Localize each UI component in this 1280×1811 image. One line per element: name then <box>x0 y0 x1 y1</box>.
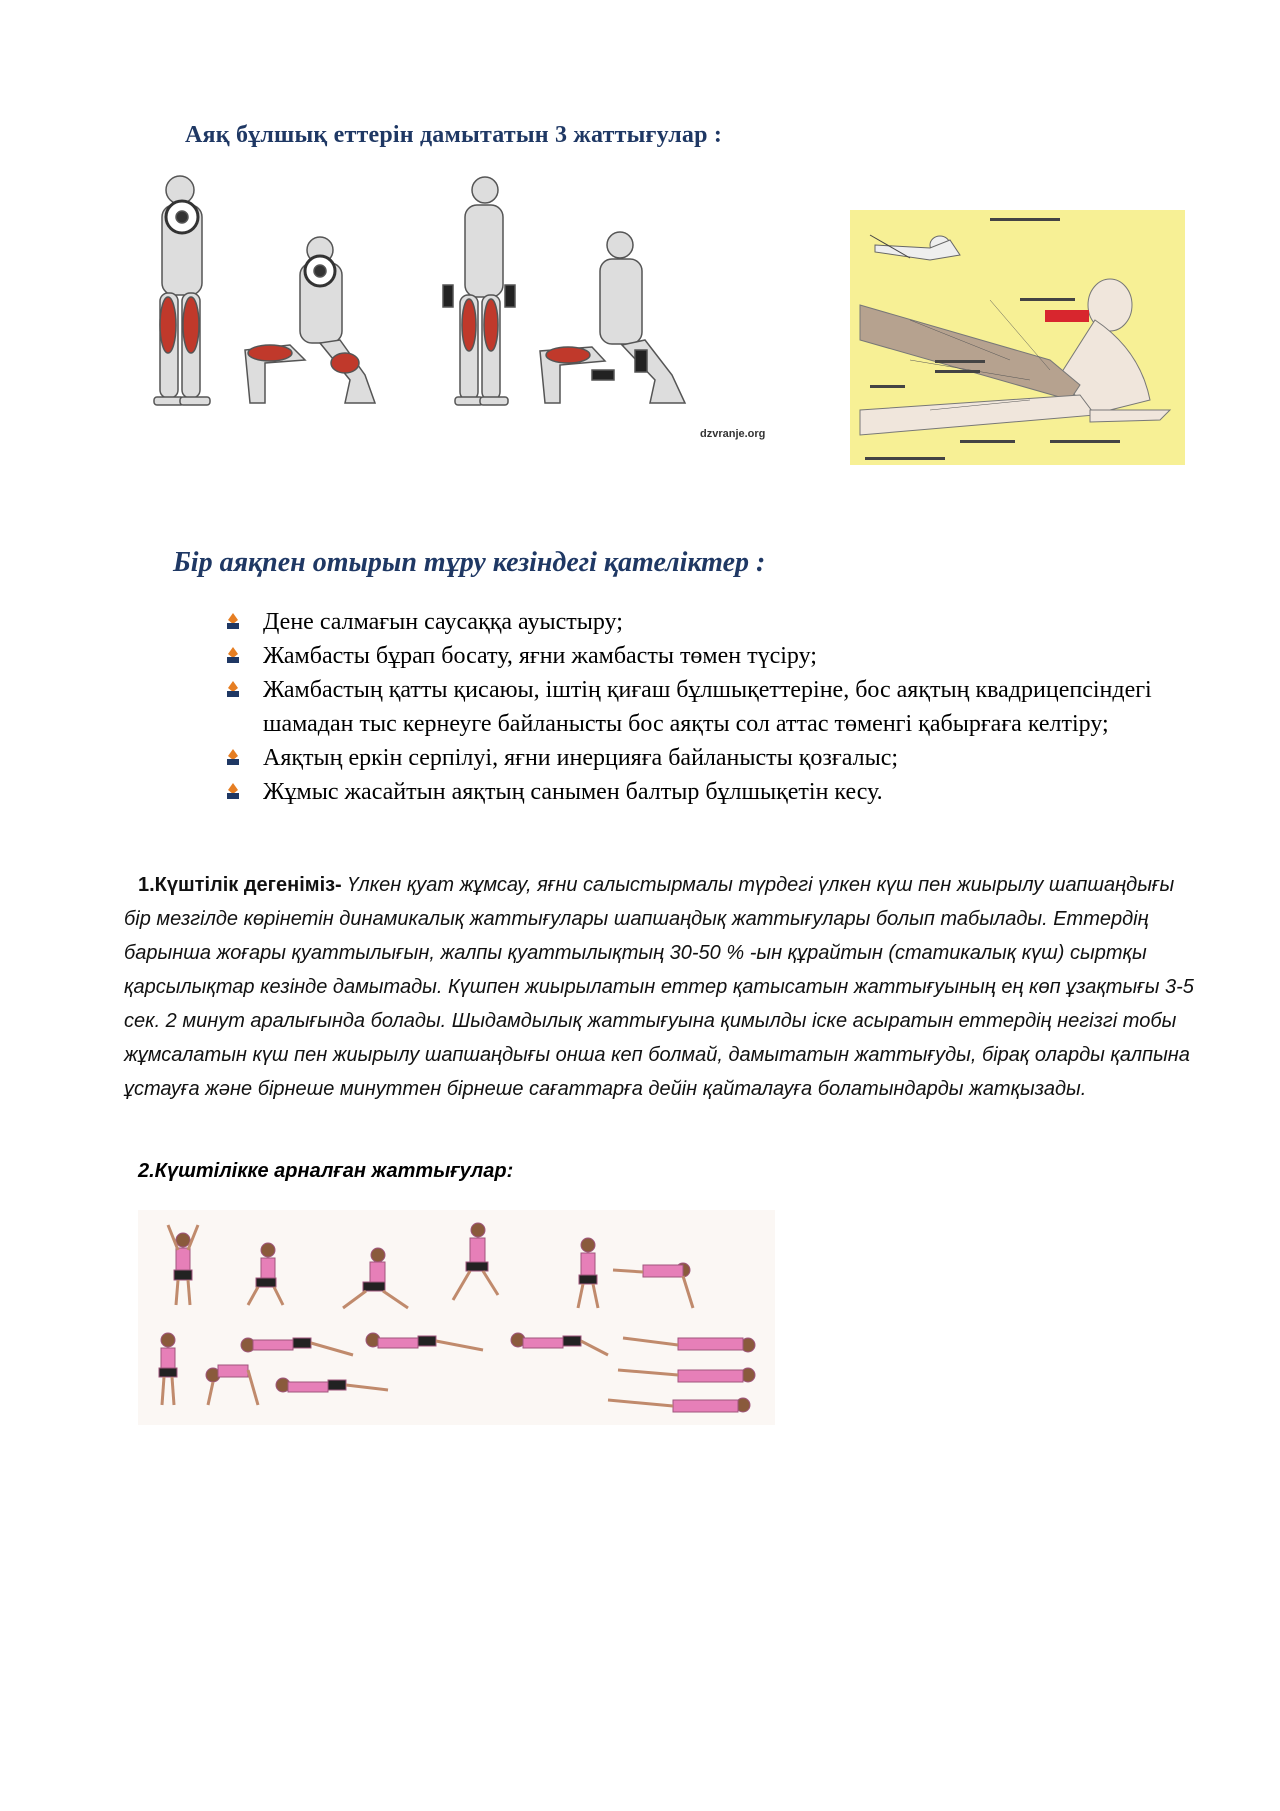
heading-leg-exercises: Аяқ бұлшық еттерін дамытатын 3 жаттығулар : <box>185 122 723 148</box>
figure-2-lunge-barbell <box>245 237 375 403</box>
bullet-icon <box>225 646 241 664</box>
list-item <box>225 605 1185 639</box>
error-text: Жамбасты бұрап босату, яғни жамбасты төмен түсіру; <box>263 643 817 669</box>
error-text: Жұмыс жасайтын аяқтың санымен балтыр бұлшықетін кесу. <box>263 779 883 805</box>
bullet-icon <box>225 612 241 630</box>
bullet-icon <box>225 782 241 800</box>
errors-list <box>225 605 1185 809</box>
lunge-illustration <box>140 175 800 465</box>
lunge-watermark: dzvranje.org <box>700 428 766 440</box>
figure-3-standing-dumbbells <box>443 177 515 405</box>
error-text: Дене салмағын саусаққа ауыстыру; <box>263 609 623 635</box>
bullet-icon <box>225 680 241 698</box>
heading-strength-exercises: 2.Күштілікке арналған жаттығулар: <box>138 1160 514 1182</box>
strength-exercises-illustration <box>138 1210 775 1425</box>
list-item <box>225 741 1185 775</box>
hip-abduction-anatomy-illustration <box>850 210 1185 465</box>
list-item <box>225 673 1185 741</box>
list-item <box>225 639 1185 673</box>
error-text: Аяқтың еркін серпілуі, яғни инерцияға байланысты қозғалыс; <box>263 745 899 771</box>
error-text: Жамбастың қатты қисаюы, іштің қиғаш бұлшықеттеріне, бос аяқтың квадрицепсіндегі шамадан тыс кернеуге байланысты бос аяқты сол аттас төменгі қабырғаға келтіру; <box>263 677 1152 737</box>
definition-lead: 1.Күштілік дегеніміз- <box>138 874 342 896</box>
figure-4-lunge-dumbbells <box>540 232 685 403</box>
definition-paragraph <box>124 868 1194 1106</box>
bullet-icon <box>225 748 241 766</box>
heading-errors: Бір аяқпен отырып тұру кезіндегі қателіктер : <box>173 547 766 578</box>
figure-1-standing-barbell <box>154 176 210 405</box>
list-item <box>225 775 1185 809</box>
definition-text: Үлкен қуат жұмсау, яғни салыстырмалы түрдегі үлкен күш пен жиырылу шапшаңдығы бір мезгілде көрінетін динамикалық жаттығулары шапшаңдық жаттығулары болып табылады. Еттердің барынша жоғары қуаттылығын, жалпы қуаттылықтың 30-50 % -ын құрайтын (статикалық күш) сыртқы қарсылықтар кезінде дамытады. Күшпен жиырылатын еттер қатысатын жаттығуының ең көп ұзақтығы 3-5 сек. 2 минут аралығында болады. Шыдамдылық жаттығуына қимылды іске асыратын еттердің негізгі тобы жұмсалатын күш пен жиырылу шапшаңдығы онша кеп болмай, дамытатын жаттығуды, бірақ оларды қалпына ұстауға және бірнеше минуттен бірнеше сағаттарға дейін қайталауға болатындарды жатқызады. <box>124 874 1194 1100</box>
